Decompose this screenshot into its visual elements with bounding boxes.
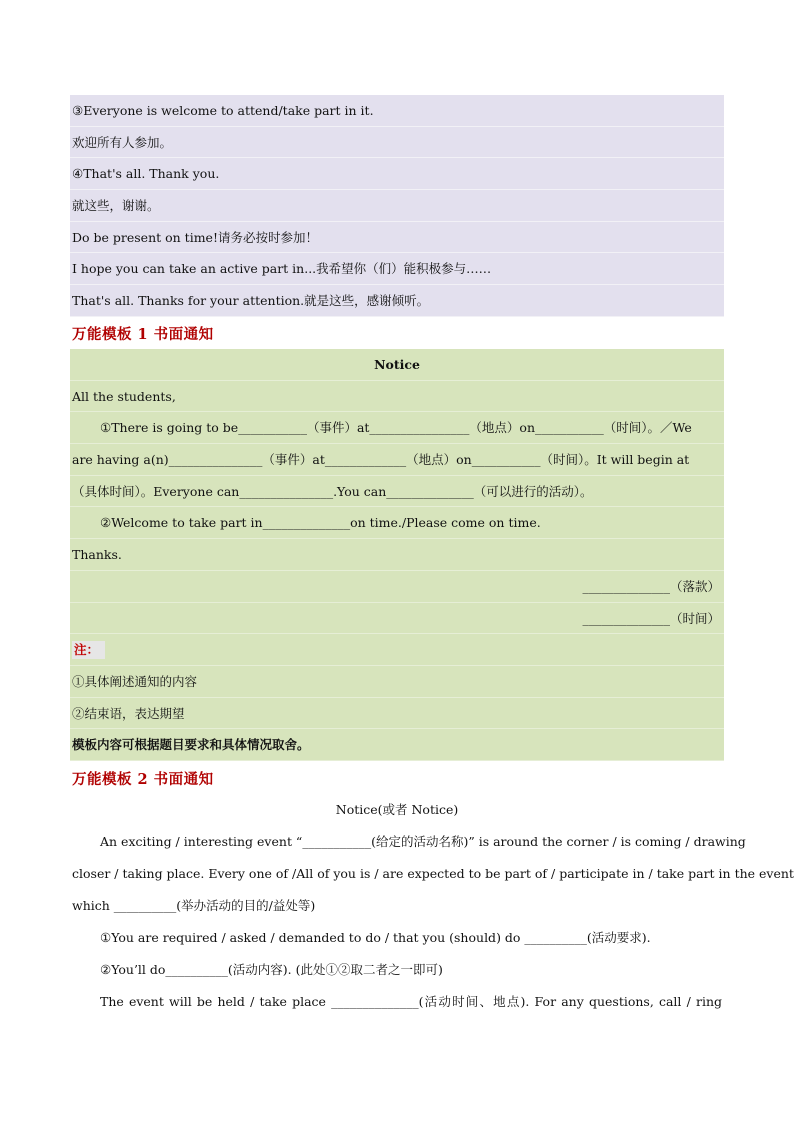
- template2-body: [72, 794, 794, 1018]
- template2-heading: 万能模板 2 书面通知: [72, 771, 214, 788]
- notice-title: Notice(或者 Notice): [335, 802, 459, 817]
- note-item: ①具体阐述通知的内容: [70, 666, 724, 698]
- signature-line: ______________（落款）: [70, 571, 724, 603]
- template1-heading: 万能模板 1 书面通知: [72, 326, 214, 343]
- template-line: （具体时间）。Everyone can_______________.You can______________（可以进行的活动）。: [70, 476, 724, 508]
- body-line: closer / taking place. Every one of /All of you is / are expected to be part of / participate in / take part in the event: [72, 866, 794, 881]
- template-line: ②Welcome to take part in______________on time./Please come on time.: [70, 507, 724, 539]
- phrase-row: ④That's all. Thank you.: [70, 158, 724, 190]
- note-row: [70, 634, 724, 666]
- note-label: 注：: [72, 641, 105, 659]
- thanks-line: Thanks.: [70, 539, 724, 571]
- phrase-row: That's all. Thanks for your attention.就是这些，感谢倾听。: [70, 285, 724, 317]
- body-line: ①You are required / asked / demanded to do / that you (should) do __________(活动要求).: [100, 930, 651, 945]
- salutation: All the students,: [70, 381, 724, 413]
- date-line: ______________（时间）: [70, 603, 724, 635]
- closing-phrases-block: [70, 95, 724, 317]
- phrase-row: 欢迎所有人参加。: [70, 127, 724, 159]
- body-line: An exciting / interesting event “___________(给定的活动名称)” is around the corner / is coming / drawing: [100, 834, 746, 849]
- body-line: The event will be held / take place ______________(活动时间、地点). For any questions, call / ring: [100, 994, 722, 1009]
- body-line: which __________(举办活动的目的/益处等): [72, 898, 316, 913]
- note-item: ②结束语，表达期望: [70, 698, 724, 730]
- template-line: are having a(n)_______________（事件）at_____________（地点）on___________（时间）。It will begin at: [70, 444, 724, 476]
- phrase-row: 就这些，谢谢。: [70, 190, 724, 222]
- phrase-row: Do be present on time!请务必按时参加！: [70, 222, 724, 254]
- body-line: ②You’ll do__________(活动内容). (此处①②取二者之一即可): [100, 962, 443, 977]
- phrase-row: ③Everyone is welcome to attend/take part in it.: [70, 95, 724, 127]
- notice-title: Notice: [70, 349, 724, 381]
- phrase-row: I hope you can take an active part in...我希望你（们）能积极参与……: [70, 253, 724, 285]
- template1-block: [70, 349, 724, 761]
- note-item: 模板内容可根据题目要求和具体情况取舍。: [70, 729, 724, 761]
- template-line: ①There is going to be___________（事件）at________________（地点）on___________（时间）。／We: [70, 412, 724, 444]
